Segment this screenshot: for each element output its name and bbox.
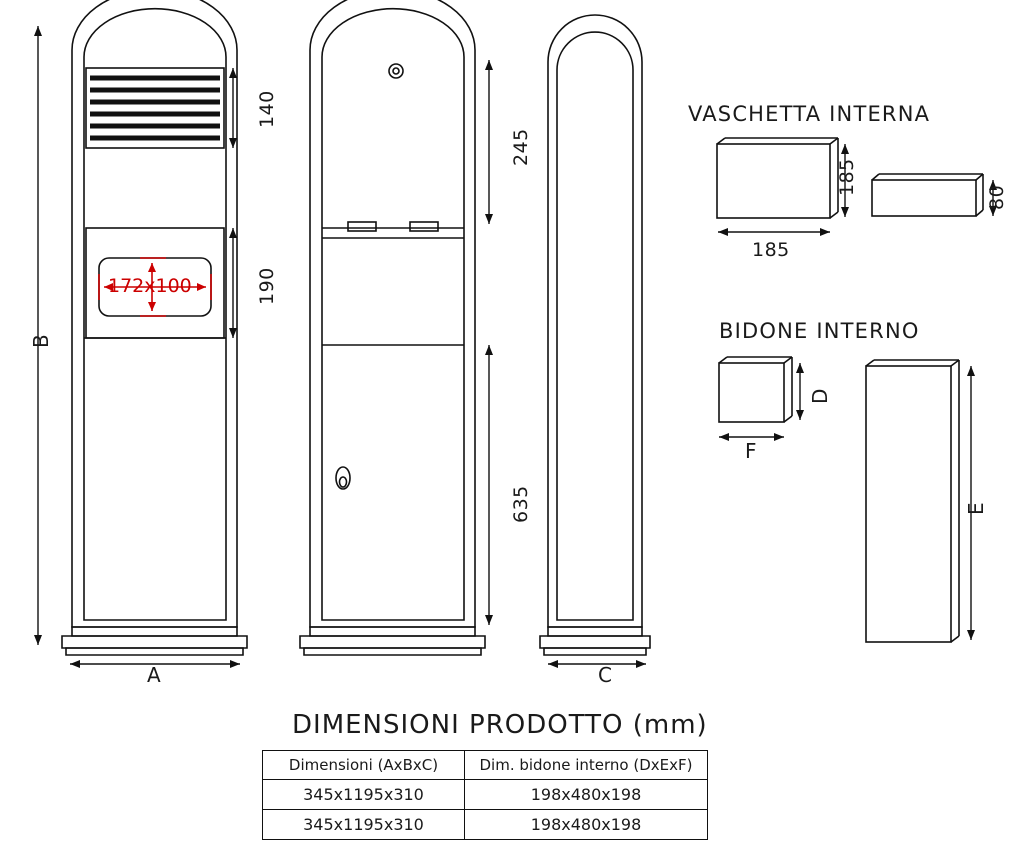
dimensions-table [262, 750, 708, 840]
table-row [263, 810, 708, 840]
label-dim-635: 635 [510, 485, 532, 523]
label-bidone-E: E [964, 501, 988, 515]
table-row [263, 780, 708, 810]
vaschetta-dimension-lines [718, 144, 845, 232]
label-vaschetta-height: 185 [836, 158, 858, 196]
heading-bidone-interno: BIDONE INTERNO [719, 319, 920, 343]
label-bidone-F: F [745, 439, 758, 463]
bidone-top-outline [719, 357, 792, 422]
label-vaschetta-depth: 80 [986, 184, 1008, 210]
table-header-row [263, 751, 708, 780]
side-view-outline [300, 0, 485, 655]
label-dim-140: 140 [256, 90, 278, 128]
label-width-A: A [147, 663, 162, 687]
table-header-cell: Dim. bidone interno (DxExF) [464, 751, 707, 780]
table-header-cell: Dimensioni (AxBxC) [263, 751, 465, 780]
label-height-B: B [29, 333, 53, 348]
label-depth-C: C [598, 663, 613, 687]
table-cell-product-dimensions: 345x1195x310 [263, 780, 465, 810]
label-dim-245: 245 [510, 128, 532, 166]
profile-view-outline [540, 15, 650, 655]
heading-vaschetta-interna: VASCHETTA INTERNA [688, 102, 931, 126]
label-bidone-D: D [808, 388, 832, 404]
label-vaschetta-width: 185 [752, 239, 790, 261]
page-title: DIMENSIONI PRODOTTO (mm) [292, 710, 708, 740]
table-cell-product-dimensions: 345x1195x310 [263, 810, 465, 840]
bidone-top-dimension-lines [719, 363, 800, 437]
vaschetta-front-outline [717, 138, 838, 218]
table-cell-bin-dimensions: 198x480x198 [464, 810, 707, 840]
vaschetta-side-outline [872, 174, 983, 216]
front-view-grille-slats [90, 78, 220, 138]
label-slot-size: 172x100 [108, 275, 192, 297]
bidone-body-outline [866, 360, 959, 642]
label-dim-190: 190 [256, 267, 278, 305]
front-view-outline [62, 0, 247, 655]
table-cell-bin-dimensions: 198x480x198 [464, 780, 707, 810]
